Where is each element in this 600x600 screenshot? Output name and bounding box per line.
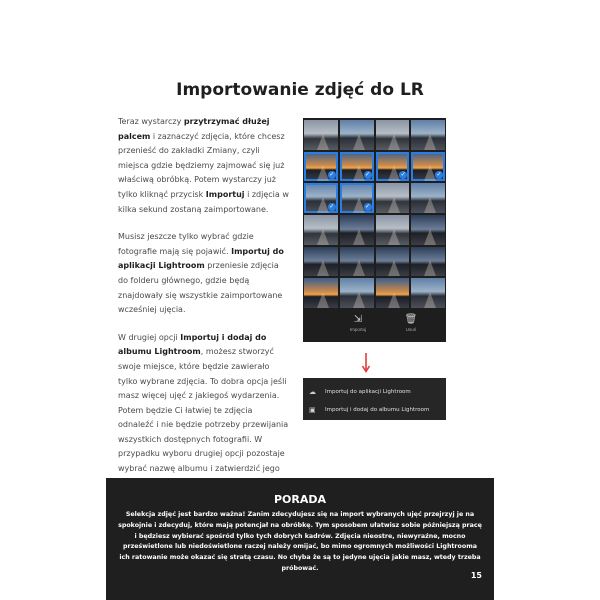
road-shape	[353, 197, 365, 213]
checkmark-icon: ✓	[329, 203, 335, 210]
tip-body: Selekcja zdjęć jest bardzo ważna! Zanim zdecydujesz się na import wybranych ujęć przejrzyj je na spokojnie i zdecyduj, które mają potencjał na obróbkę. Tym sposobem ułatwisz sobie późniejszą pracę i będziesz wybierać spośród tylko tych dobrych kadrów. Zdjęcia nieostre, niewyraźne, mocno prześwietlone lub niedoświetlone raczej należy omijać, bo mimo ogromnych możliwości Lightrooma ich ratowanie może okazać się stratą czasu. No chyba że są to jedyne ujęcia jakie masz, wtedy trzeba próbować.	[118, 511, 482, 572]
photo-thumbnail[interactable]	[376, 152, 410, 182]
text-run: Musisz jeszcze tylko wybrać gdzie fotografie mają się pojawić.	[118, 232, 254, 256]
road-shape	[388, 260, 400, 276]
photo-thumbnail[interactable]	[304, 152, 338, 182]
text-run: i zdjęcia w kilka sekund zostaną zaimportowane.	[118, 189, 289, 214]
checkmark-icon: ✓	[364, 203, 371, 210]
photo-thumbnail[interactable]	[411, 152, 445, 182]
road-shape	[317, 229, 329, 245]
menu-item-label: Importuj i dodaj do albumu Lightroom	[325, 407, 430, 413]
photo-thumbnail[interactable]	[376, 120, 410, 150]
page-number: 15	[470, 571, 482, 580]
photo-grid	[304, 120, 445, 308]
import-icon: ⇲	[353, 314, 363, 325]
import-app-icon: ☁	[309, 388, 316, 396]
checkmark-icon: ✓	[329, 172, 335, 179]
photo-thumbnail[interactable]	[411, 215, 445, 245]
text-run: W drugiej opcji	[118, 332, 181, 342]
text-run: Teraz wystarczy	[118, 117, 184, 126]
bold-text: przytrzymać dłużej palcem	[118, 117, 270, 141]
photo-thumbnail[interactable]	[340, 215, 374, 245]
paragraph-3	[118, 331, 290, 492]
paragraph-2	[118, 230, 290, 318]
road-shape	[353, 260, 365, 276]
road-shape	[388, 197, 400, 213]
photo-thumbnail[interactable]	[376, 247, 410, 277]
photo-thumbnail[interactable]	[411, 247, 445, 277]
album-icon: ▣	[309, 406, 316, 414]
road-shape	[353, 165, 365, 181]
road-shape	[424, 292, 436, 308]
tip-box	[106, 478, 494, 600]
photo-thumbnail[interactable]	[304, 183, 338, 213]
road-shape	[424, 134, 436, 150]
photo-thumbnail[interactable]	[340, 247, 374, 277]
photo-thumbnail[interactable]	[411, 120, 445, 150]
photo-thumbnail[interactable]	[411, 183, 445, 213]
photo-thumbnail[interactable]	[411, 278, 445, 308]
import-label: Importuj	[349, 327, 367, 332]
photo-thumbnail[interactable]	[340, 120, 374, 150]
road-shape	[317, 197, 329, 213]
delete-button[interactable]	[391, 314, 431, 332]
checkmark-icon: ✓	[400, 172, 406, 179]
down-arrow-icon	[361, 352, 371, 374]
paragraph-1	[118, 115, 290, 217]
photo-thumbnail[interactable]	[304, 215, 338, 245]
menu-item-label: Importuj do aplikacji Lightroom	[325, 389, 411, 395]
page-title: Importowanie zdjęć do LR	[176, 80, 424, 100]
photo-thumbnail[interactable]	[304, 120, 338, 150]
road-shape	[317, 292, 329, 308]
road-shape	[317, 165, 329, 181]
photo-thumbnail[interactable]	[376, 278, 410, 308]
road-shape	[388, 229, 400, 245]
road-shape	[317, 260, 329, 276]
road-shape	[353, 292, 365, 308]
photo-thumbnail[interactable]	[340, 152, 374, 182]
photo-thumbnail[interactable]	[304, 278, 338, 308]
text-run: , możesz stworzyć swoje miejsce, które będzie zawierało tylko wybrane zdjęcia. To dobra opcja jeśli masz więcej ujęć z jakiegoś wydarzenia. Potem będzie Ci łatwiej te zdjęcia odnaleźć i nie będzie potrzeby przewijania wszystkich dostępnych fotografii. W przypadku wyboru drugiej opcji pozostaje wybrać nazwę albumu i zatwierdzić jego	[118, 347, 289, 474]
text-run: i zaznaczyć zdjęcia, które chcesz przenieść do zakładki Zmiany, czyli miejsca gdzie będziemy zajmować się już właściwą obróbką. Potem wystarczy już tylko kliknąć przycisk	[118, 131, 285, 199]
checkmark-icon: ✓	[364, 172, 371, 179]
import-options-menu	[303, 378, 446, 420]
road-shape	[424, 229, 436, 245]
bold-text: Importuj i dodaj do albumu Lightroom	[118, 332, 267, 357]
bold-text: Importuj	[205, 189, 245, 199]
body-text	[118, 115, 290, 504]
tip-title: PORADA	[273, 493, 327, 506]
road-shape	[317, 134, 329, 150]
photo-thumbnail[interactable]	[340, 183, 374, 213]
road-shape	[353, 134, 365, 150]
selection-toolbar	[303, 312, 446, 342]
photo-thumbnail[interactable]	[376, 215, 410, 245]
trash-icon: 🗑	[404, 314, 418, 325]
road-shape	[388, 134, 400, 150]
road-shape	[424, 197, 436, 213]
photo-grid-screenshot	[303, 118, 446, 342]
photo-thumbnail[interactable]	[304, 247, 338, 277]
text-run: przeniesie zdjęcia do folderu głównego, gdzie będą znajdowały się wszystkie zaimportowane wcześniej ujęcia.	[118, 261, 283, 315]
menu-item-import-to-app[interactable]	[303, 385, 446, 399]
photo-thumbnail[interactable]	[376, 183, 410, 213]
bold-text: Importuj do aplikacji Lightroom	[118, 246, 284, 271]
menu-item-import-to-album[interactable]	[303, 403, 446, 417]
road-shape	[424, 260, 436, 276]
import-button[interactable]	[338, 314, 378, 332]
road-shape	[388, 292, 400, 308]
road-shape	[353, 229, 365, 245]
photo-thumbnail[interactable]	[340, 278, 374, 308]
delete-label: Usuń	[405, 327, 417, 332]
checkmark-icon: ✓	[436, 172, 442, 179]
